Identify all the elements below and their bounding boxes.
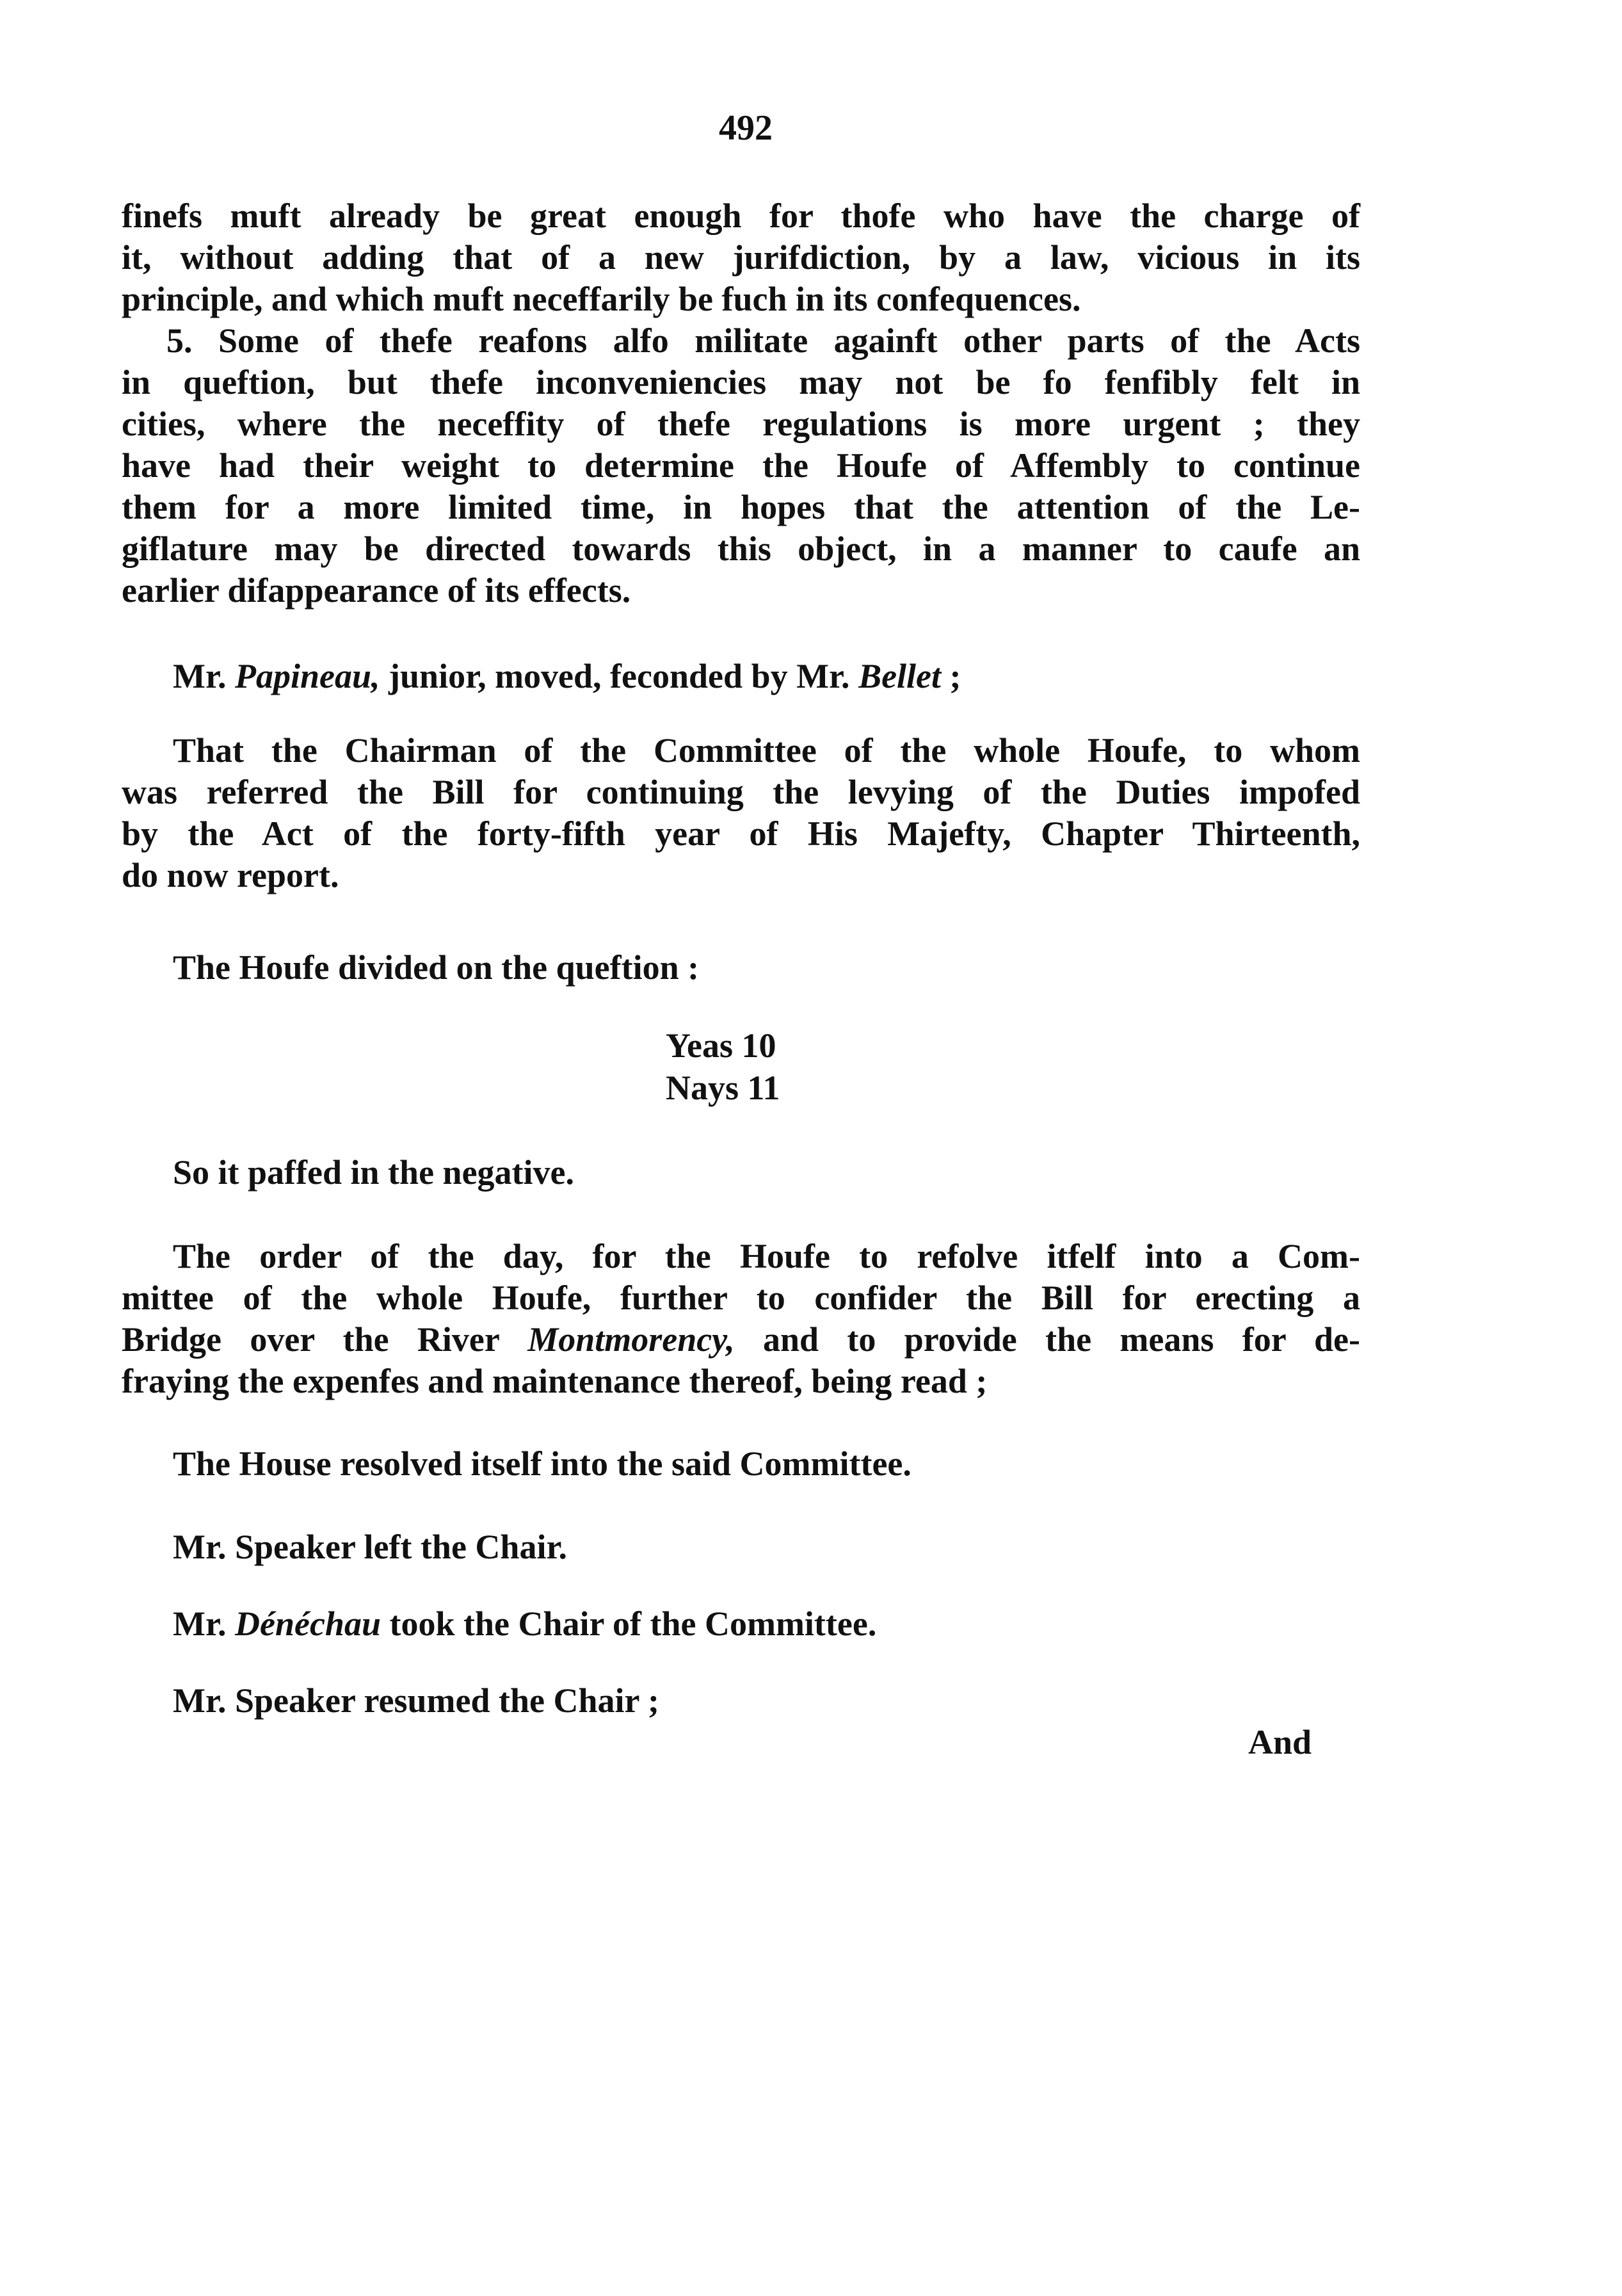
text-line: earlier difappearance of its effects. (122, 571, 631, 610)
motion-middle: junior, moved, feconded by Mr. (380, 657, 859, 695)
text-line: giflature may be directed towards this object, in a manner to caufe an (122, 530, 1360, 568)
text-line: cities, where the neceffity of thefe regulations is more urgent ; they (122, 405, 1360, 443)
text-line: fraying the expenfes and maintenance thereof, being read ; (122, 1362, 988, 1400)
motion-suffix: ; (941, 657, 961, 695)
yeas-count: Yeas 10 (666, 1026, 776, 1065)
text-line: in queftion, but thefe inconveniencies may not be fo fenfibly felt in (122, 363, 1360, 401)
text-fragment: Mr. (173, 1605, 235, 1643)
text-line: them for a more limited time, in hopes that the attention of the Le- (122, 488, 1360, 526)
text-line: principle, and which muft neceffarily be fuch in its confequences. (122, 280, 1081, 318)
text-line: do now report. (122, 856, 339, 894)
paragraph-continuation (122, 195, 1360, 320)
river-name: Montmorency, (527, 1320, 735, 1359)
text-line: have had their weight to determine the Houfe of Affembly to continue (122, 446, 1360, 485)
text-line (122, 1319, 1360, 1361)
division-text: The Houfe divided on the queftion : (173, 948, 700, 987)
resolution-paragraph (122, 730, 1360, 896)
result-text: So it paffed in the negative. (173, 1153, 574, 1192)
text-line: it, without adding that of a new jurifdiction, by a law, vicious in its (122, 238, 1360, 277)
order-of-day-paragraph (122, 1236, 1360, 1402)
text-line: That the Chairman of the Committee of the whole Houfe, to whom (173, 731, 1360, 770)
chair-taken-text (173, 1604, 876, 1644)
page-number: 492 (719, 108, 773, 148)
paragraph-five (122, 320, 1360, 611)
text-fragment: took the Chair of the Committee. (380, 1605, 877, 1643)
text-line: mittee of the whole Houfe, further to confider the Bill for erecting a (122, 1279, 1360, 1317)
resolved-text: The House resolved itself into the said Committee. (173, 1444, 911, 1483)
text-line: was referred the Bill for continuing the levying of the Duties impofed (122, 773, 1360, 811)
text-fragment: and to provide the means for de- (734, 1320, 1361, 1359)
text-line: by the Act of the forty-fifth year of His Majefty, Chapter Thirteenth, (122, 814, 1360, 853)
nays-count: Nays 11 (666, 1069, 780, 1107)
speaker-left-text: Mr. Speaker left the Chair. (173, 1528, 567, 1566)
text-line: The order of the day, for the Houfe to refolve itfelf into a Com- (173, 1237, 1360, 1275)
motion-line (173, 656, 961, 696)
motion-prefix: Mr. (173, 657, 235, 695)
text-line: 5. Some of thefe reafons alfo militate againft other parts of the Acts (166, 321, 1360, 360)
text-fragment: Bridge over the River (122, 1320, 528, 1359)
seconder-name: Bellet (858, 657, 942, 695)
text-line: finefs muft already be great enough for thofe who have the charge of (122, 197, 1360, 235)
vote-tally (666, 1024, 780, 1109)
catchword: And (1248, 1723, 1312, 1761)
mover-name: Papineau, (234, 657, 380, 695)
chairman-name: Dénéchau (234, 1605, 381, 1643)
speaker-resumed-text: Mr. Speaker resumed the Chair ; (173, 1681, 659, 1720)
